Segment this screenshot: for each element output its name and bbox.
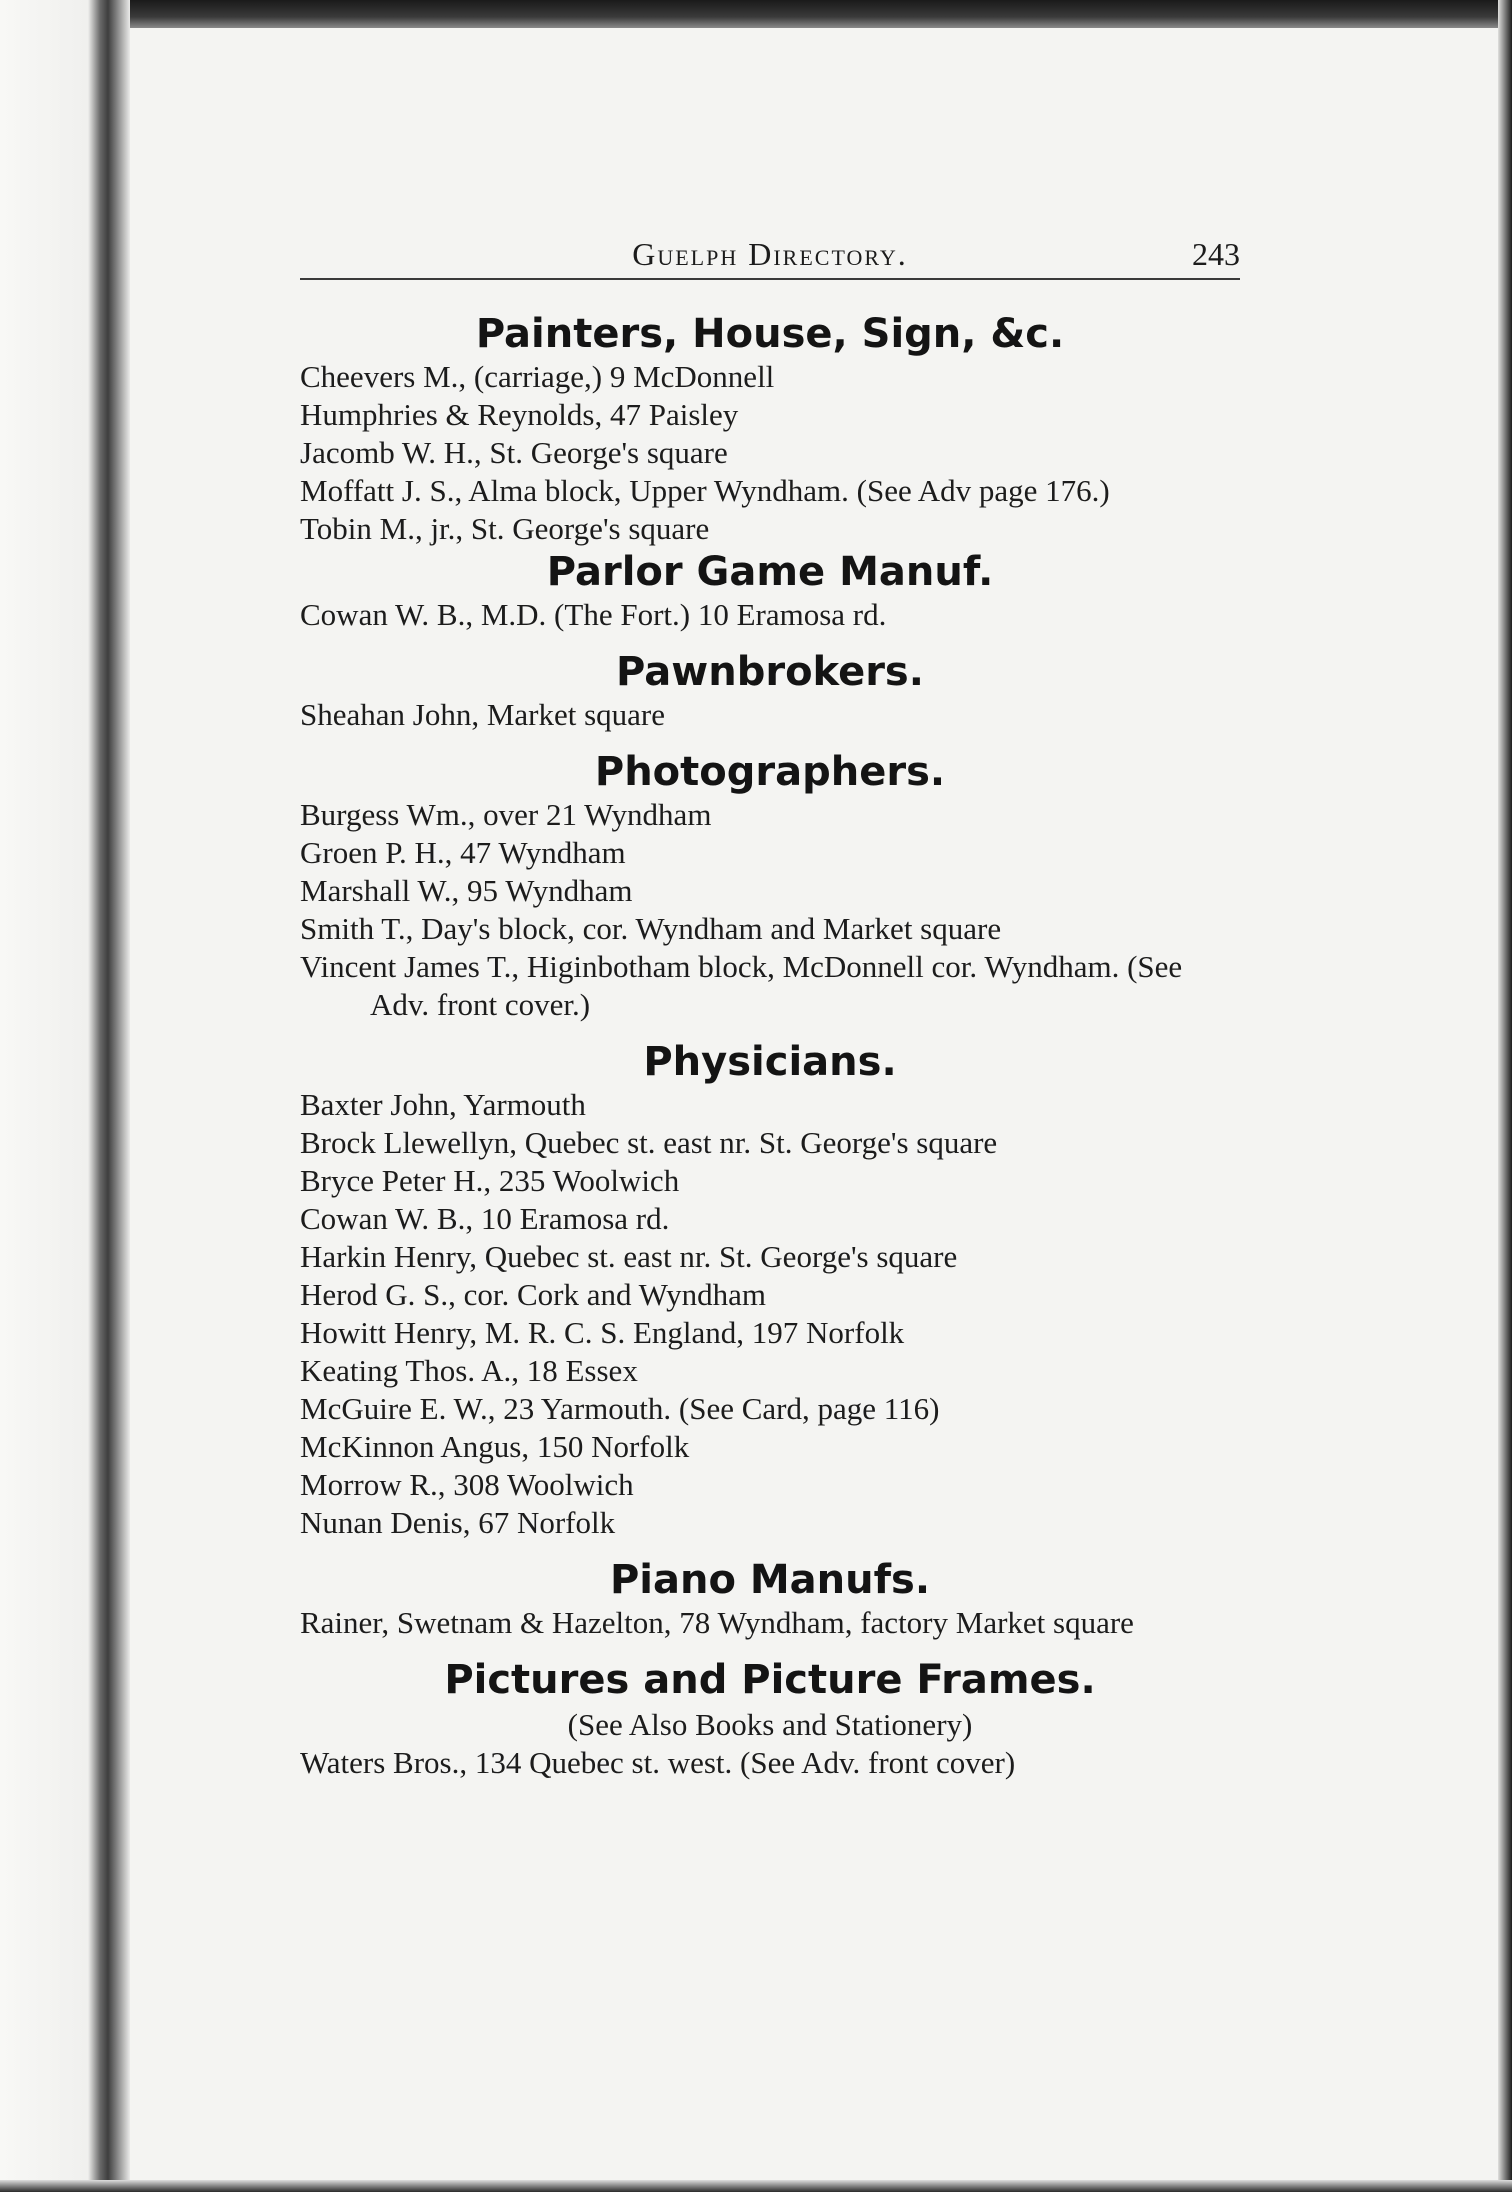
directory-entry: Sheahan John, Market square: [300, 697, 666, 732]
section-entries-parlor-game: [300, 596, 1240, 634]
section-spacer: [300, 634, 1240, 648]
directory-entry: Howitt Henry, M. R. C. S. England, 197 Norfolk: [300, 1315, 905, 1350]
directory-entry: Morrow R., 308 Woolwich: [300, 1467, 634, 1502]
section-heading-pawnbrokers: Pawnbrokers.: [616, 649, 924, 695]
directory-entry: Cowan W. B., 10 Eramosa rd.: [300, 1201, 670, 1236]
directory-entry: Harkin Henry, Quebec st. east nr. St. George's square: [300, 1239, 958, 1274]
section-spacer: [300, 1024, 1240, 1038]
section-heading-parlor-game: Parlor Game Manuf.: [546, 549, 994, 595]
directory-entry: Nunan Denis, 67 Norfolk: [300, 1505, 616, 1540]
section-heading-painters: Painters, House, Sign, &c.: [475, 311, 1065, 357]
section-entries-pictures: [300, 1744, 1240, 1782]
directory-entry: Keating Thos. A., 18 Essex: [300, 1353, 638, 1388]
section-heading-pictures: Pictures and Picture Frames.: [444, 1657, 1096, 1703]
directory-entry: Humphries & Reynolds, 47 Paisley: [300, 397, 739, 432]
directory-entry: Moffatt J. S., Alma block, Upper Wyndham. (See Adv page 176.): [300, 473, 1110, 508]
directory-page: [300, 230, 1240, 1782]
section-heading-photographers: Photographers.: [594, 749, 946, 795]
section-entries-photographers: [300, 796, 1240, 1024]
page-number: 243: [1192, 236, 1240, 272]
section-spacer: [300, 1642, 1240, 1656]
directory-entry: Rainer, Swetnam & Hazelton, 78 Wyndham, factory Market square: [300, 1605, 1134, 1640]
section-cross-reference: (See Also Books and Stationery): [567, 1707, 973, 1742]
running-header: [300, 230, 1240, 280]
directory-entry: Bryce Peter H., 235 Woolwich: [300, 1163, 680, 1198]
right-page-edge: [1498, 0, 1512, 2192]
directory-entry: Smith T., Day's block, cor. Wyndham and Market square: [300, 911, 1002, 946]
directory-entry: Herod G. S., cor. Cork and Wyndham: [300, 1277, 766, 1312]
section-heading-piano: Piano Manufs.: [609, 1557, 931, 1603]
directory-entry: Brock Llewellyn, Quebec st. east nr. St. George's square: [300, 1125, 998, 1160]
directory-entry: Burgess Wm., over 21 Wyndham: [300, 797, 712, 832]
directory-entry: Cheevers M., (carriage,) 9 McDonnell: [300, 359, 775, 394]
bottom-page-edge: [0, 2180, 1512, 2192]
running-title: Guelph Directory.: [632, 236, 908, 272]
directory-entry: McKinnon Angus, 150 Norfolk: [300, 1429, 690, 1464]
directory-entry: Jacomb W. H., St. George's square: [300, 435, 728, 470]
directory-entry: Waters Bros., 134 Quebec st. west. (See Adv. front cover): [300, 1745, 1016, 1780]
section-entries-piano: [300, 1604, 1240, 1642]
section-spacer: [300, 1542, 1240, 1556]
section-entries-pawnbrokers: [300, 696, 1240, 734]
section-entries-painters: [300, 358, 1240, 548]
section-heading-physicians: Physicians.: [643, 1039, 897, 1085]
section-spacer: [300, 734, 1240, 748]
directory-entry: Vincent James T., Higinbotham block, McDonnell cor. Wyndham. (See Adv. front cover.): [300, 949, 1183, 1022]
directory-entry: Tobin M., jr., St. George's square: [300, 511, 710, 546]
directory-entry: Groen P. H., 47 Wyndham: [300, 835, 626, 870]
directory-entry: Marshall W., 95 Wyndham: [300, 873, 633, 908]
directory-entry: McGuire E. W., 23 Yarmouth. (See Card, page 116): [300, 1391, 940, 1426]
section-entries-physicians: [300, 1086, 1240, 1542]
top-shadow: [0, 0, 1512, 28]
directory-entry: Baxter John, Yarmouth: [300, 1087, 586, 1122]
binding-edge: [0, 0, 130, 2192]
directory-entry: Cowan W. B., M.D. (The Fort.) 10 Eramosa rd.: [300, 597, 887, 632]
